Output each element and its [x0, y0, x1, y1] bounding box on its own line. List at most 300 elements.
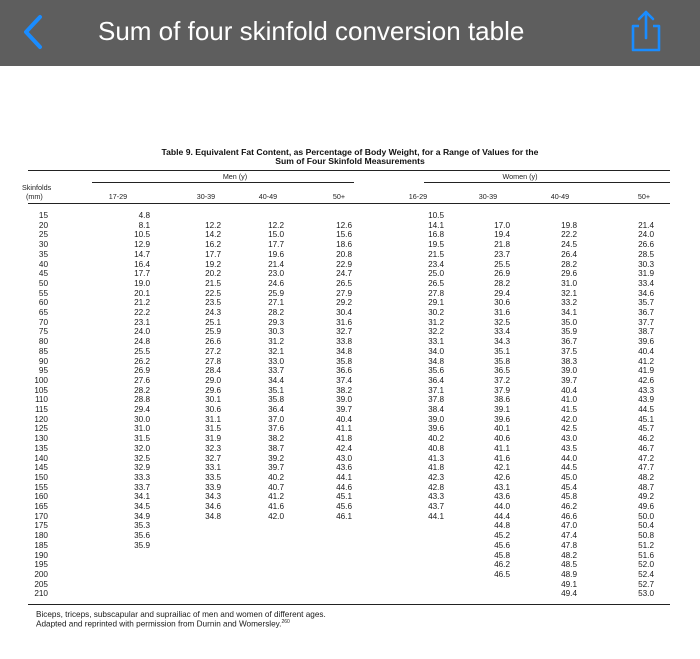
skinfold-value: 110: [34, 395, 48, 405]
fat-percentage-cell: 29.6: [561, 269, 577, 279]
fat-percentage-cell: 24.0: [134, 327, 150, 337]
skinfold-value: 185: [34, 540, 48, 550]
fat-percentage-cell: 25.0: [428, 269, 444, 279]
fat-percentage-cell: 43.0: [561, 434, 577, 444]
fat-percentage-cell: 28.5: [638, 249, 654, 259]
fat-percentage-cell: 22.5: [205, 288, 221, 298]
fat-percentage-cell: 30.2: [428, 308, 444, 317]
fat-percentage-cell: 44.1: [336, 472, 352, 482]
fat-percentage-cell: 40.2: [428, 434, 444, 444]
fat-percentage-cell: 20.8: [336, 249, 352, 259]
skinfold-value: 70: [38, 317, 48, 327]
fat-percentage-cell: 26.9: [134, 366, 150, 376]
fat-percentage-cell: 37.1: [428, 385, 444, 395]
fat-percentage-cell: 8.1: [138, 220, 150, 230]
fat-percentage-cell: 21.5: [428, 249, 444, 259]
skinfold-value: 190: [34, 550, 48, 560]
fat-percentage-cell: 29.0: [205, 375, 221, 385]
fat-percentage-cell: 41.6: [494, 453, 510, 463]
fat-percentage-cell: 41.8: [336, 434, 352, 444]
fat-percentage-cell: 30.6: [494, 298, 510, 308]
fat-percentage-cell: 25.9: [205, 327, 221, 337]
fat-percentage-cell: 46.1: [336, 511, 352, 521]
fat-percentage-cell: 45.6: [336, 502, 352, 511]
fat-percentage-cell: 33.9: [205, 482, 221, 492]
fat-percentage-cell: 44.1: [428, 511, 444, 521]
fat-percentage-cell: 20.1: [134, 288, 150, 298]
fat-percentage-cell: 26.5: [336, 278, 352, 288]
fat-percentage-cell: 34.8: [336, 346, 352, 356]
fat-percentage-cell: 30.3: [268, 327, 284, 337]
fat-percentage-cell: 31.0: [561, 278, 577, 288]
fat-percentage-cell: 32.2: [428, 327, 444, 337]
fat-percentage-cell: 34.0: [428, 346, 444, 356]
fat-percentage-cell: 46.6: [561, 511, 577, 521]
skinfold-value: 175: [34, 521, 48, 531]
fat-percentage-cell: 19.6: [268, 249, 284, 259]
fat-percentage-cell: 49.6: [638, 502, 654, 511]
fat-percentage-cell: 42.4: [336, 443, 352, 453]
table-subtitle: Sum of Four Skinfold Measurements: [275, 156, 425, 166]
skinfold-value: 120: [34, 414, 48, 424]
fat-percentage-cell: 37.6: [268, 424, 284, 434]
footnote-ref: 260: [281, 619, 290, 625]
fat-percentage-cell: 28.2: [561, 259, 577, 269]
skinfold-value: 150: [34, 472, 48, 482]
fat-percentage-cell: 14.7: [134, 249, 150, 259]
age-group-header: 30-39: [478, 192, 498, 201]
fat-percentage-cell: 38.7: [268, 443, 284, 453]
fat-percentage-cell: 41.0: [561, 395, 577, 405]
skinfold-value: 85: [38, 346, 48, 356]
fat-percentage-cell: 40.4: [336, 414, 352, 424]
fat-percentage-cell: 16.4: [134, 259, 150, 269]
fat-percentage-cell: 43.9: [638, 395, 654, 405]
fat-percentage-cell: 39.0: [336, 395, 352, 405]
share-icon: [626, 8, 666, 54]
skinfold-value: 20: [38, 220, 48, 230]
fat-percentage-cell: 33.4: [638, 278, 654, 288]
fat-percentage-cell: 43.0: [336, 453, 352, 463]
fat-percentage-cell: 32.0: [134, 443, 150, 453]
fat-percentage-cell: 47.2: [638, 453, 654, 463]
fat-percentage-cell: 39.2: [268, 453, 284, 463]
fat-percentage-cell: 49.4: [561, 589, 577, 599]
skinfold-value: 195: [34, 560, 48, 570]
skinfold-value: 90: [38, 356, 48, 366]
skinfold-value: 50: [38, 278, 48, 288]
age-group-header: 50+: [637, 192, 651, 201]
fat-percentage-cell: 50.4: [638, 521, 654, 531]
fat-percentage-cell: 37.8: [428, 395, 444, 405]
fat-percentage-cell: 31.0: [134, 424, 150, 434]
fat-percentage-cell: 47.0: [561, 521, 577, 531]
fat-percentage-cell: 31.2: [428, 317, 444, 327]
fat-percentage-cell: 32.5: [494, 317, 510, 327]
fat-percentage-cell: 17.0: [494, 220, 510, 230]
skinfold-value: 65: [38, 308, 48, 317]
fat-percentage-cell: 50.0: [638, 511, 654, 521]
fat-percentage-cell: 42.1: [494, 463, 510, 473]
fat-percentage-cell: 34.4: [268, 375, 284, 385]
fat-percentage-cell: 41.6: [268, 502, 284, 511]
fat-percentage-cell: 44.6: [336, 482, 352, 492]
fat-percentage-cell: 49.2: [638, 492, 654, 502]
fat-percentage-cell: 32.9: [134, 463, 150, 473]
fat-percentage-cell: 31.1: [205, 414, 221, 424]
fat-percentage-cell: 10.5: [428, 211, 444, 220]
fat-percentage-cell: 25.1: [205, 317, 221, 327]
fat-percentage-cell: 26.9: [494, 269, 510, 279]
fat-percentage-cell: 37.4: [336, 375, 352, 385]
top-rule: [28, 170, 670, 171]
age-group-header: 40-49: [550, 192, 570, 201]
age-group-header: 40-49: [258, 192, 278, 201]
fat-percentage-cell: 40.6: [494, 434, 510, 444]
fat-percentage-cell: 12.9: [134, 240, 150, 250]
fat-percentage-cell: 48.9: [561, 569, 577, 579]
fat-percentage-cell: 17.7: [268, 240, 284, 250]
fat-percentage-cell: 40.7: [268, 482, 284, 492]
fat-percentage-cell: 12.2: [205, 220, 221, 230]
fat-percentage-cell: 36.4: [428, 375, 444, 385]
fat-percentage-cell: 40.8: [428, 443, 444, 453]
fat-percentage-cell: 43.7: [428, 502, 444, 511]
fat-percentage-cell: 51.6: [638, 550, 654, 560]
fat-percentage-cell: 47.8: [561, 540, 577, 550]
fat-percentage-cell: 47.4: [561, 531, 577, 541]
fat-percentage-cell: 23.0: [268, 269, 284, 279]
fat-percentage-cell: 37.5: [561, 346, 577, 356]
fat-percentage-cell: 32.3: [205, 443, 221, 453]
fat-percentage-cell: 42.6: [638, 375, 654, 385]
fat-percentage-cell: 36.6: [336, 366, 352, 376]
fat-percentage-cell: 48.7: [638, 482, 654, 492]
fat-percentage-cell: 31.5: [134, 434, 150, 444]
fat-percentage-cell: 19.8: [561, 220, 577, 230]
fat-percentage-cell: 41.2: [638, 356, 654, 366]
women-group-rule: [424, 182, 670, 183]
fat-percentage-cell: 25.9: [268, 288, 284, 298]
bottom-rule: [28, 604, 670, 605]
fat-percentage-cell: 16.8: [428, 230, 444, 240]
skinfold-value: 160: [34, 492, 48, 502]
skinfold-value: 205: [34, 579, 48, 589]
fat-percentage-cell: 51.2: [638, 540, 654, 550]
fat-percentage-cell: 34.8: [428, 356, 444, 366]
fat-percentage-cell: 29.4: [134, 405, 150, 414]
fat-percentage-cell: 41.2: [268, 492, 284, 502]
skinfold-value: 140: [34, 453, 48, 463]
fat-percentage-cell: 23.4: [428, 259, 444, 269]
fat-percentage-cell: 46.2: [561, 502, 577, 511]
fat-percentage-cell: 40.4: [638, 346, 654, 356]
navigation-bar: [0, 0, 700, 66]
skinfold-value: 105: [34, 385, 48, 395]
fat-percentage-cell: 42.0: [268, 511, 284, 521]
fat-percentage-cell: 38.2: [268, 434, 284, 444]
fat-percentage-cell: 50.8: [638, 531, 654, 541]
fat-percentage-cell: 33.4: [494, 327, 510, 337]
fat-percentage-cell: 36.7: [638, 308, 654, 317]
share-button[interactable]: [626, 8, 666, 54]
fat-percentage-cell: 36.5: [494, 366, 510, 376]
fat-percentage-cell: 28.2: [494, 278, 510, 288]
fat-percentage-cell: 27.6: [134, 375, 150, 385]
header-rule: [28, 203, 670, 204]
footnote-line-2: [36, 619, 290, 629]
fat-percentage-cell: 38.6: [494, 395, 510, 405]
skinfold-value: 210: [34, 589, 48, 599]
fat-percentage-cell: 41.1: [494, 443, 510, 453]
fat-percentage-cell: 31.2: [268, 337, 284, 347]
fat-percentage-cell: 43.6: [494, 492, 510, 502]
fat-percentage-cell: 12.6: [336, 220, 352, 230]
fat-percentage-cell: 28.4: [205, 366, 221, 376]
fat-percentage-cell: 45.8: [494, 550, 510, 560]
fat-percentage-cell: 30.6: [205, 405, 221, 414]
fat-percentage-cell: 39.7: [268, 463, 284, 473]
fat-percentage-cell: 33.1: [428, 337, 444, 347]
fat-percentage-cell: 40.1: [494, 424, 510, 434]
fat-percentage-cell: 38.2: [336, 385, 352, 395]
skinfold-value: 75: [38, 327, 48, 337]
fat-percentage-cell: 21.2: [134, 298, 150, 308]
fat-percentage-cell: 45.4: [561, 482, 577, 492]
fat-percentage-cell: 52.0: [638, 560, 654, 570]
fat-percentage-cell: 19.2: [205, 259, 221, 269]
skinfold-value: 200: [34, 569, 48, 579]
fat-percentage-cell: 38.7: [638, 327, 654, 337]
fat-percentage-cell: 25.5: [494, 259, 510, 269]
fat-percentage-cell: 17.7: [205, 249, 221, 259]
fat-percentage-cell: 37.0: [268, 414, 284, 424]
skinfold-value: 35: [38, 249, 48, 259]
fat-percentage-cell: 42.5: [561, 424, 577, 434]
fat-percentage-cell: 39.7: [336, 405, 352, 414]
skinfold-value: 130: [34, 434, 48, 444]
fat-percentage-cell: 21.5: [205, 278, 221, 288]
skinfold-value: 45: [38, 269, 48, 279]
fat-percentage-cell: 27.8: [205, 356, 221, 366]
mm-header: (mm): [26, 192, 43, 201]
fat-percentage-cell: 27.8: [428, 288, 444, 298]
fat-percentage-cell: 31.9: [638, 269, 654, 279]
skinfold-value: 145: [34, 463, 48, 473]
fat-percentage-cell: 44.5: [638, 405, 654, 414]
skinfold-value: 100: [34, 375, 48, 385]
fat-percentage-cell: 46.5: [494, 569, 510, 579]
table-title: Table 9. Equivalent Fat Content, as Percentage of Body Weight, for a Range of Values for the: [161, 147, 539, 157]
skinfold-value: 95: [38, 366, 48, 376]
fat-percentage-cell: 39.6: [428, 424, 444, 434]
fat-percentage-cell: 28.8: [134, 395, 150, 405]
fat-percentage-cell: 26.2: [134, 356, 150, 366]
footnote-line-1: Biceps, triceps, subscapular and suprailiac of men and women of different ages.: [36, 610, 326, 619]
fat-percentage-cell: 22.2: [134, 308, 150, 317]
fat-percentage-cell: 24.5: [561, 240, 577, 250]
age-group-header: 30-39: [196, 192, 216, 201]
fat-percentage-cell: 43.5: [561, 443, 577, 453]
fat-percentage-cell: 35.1: [494, 346, 510, 356]
skinfold-value: 25: [38, 230, 48, 240]
fat-percentage-cell: 33.2: [561, 298, 577, 308]
fat-percentage-cell: 45.2: [494, 531, 510, 541]
fat-percentage-cell: 33.0: [268, 356, 284, 366]
skinfolds-header: Skinfolds: [22, 183, 52, 192]
fat-percentage-cell: 35.6: [428, 366, 444, 376]
fat-percentage-cell: 25.5: [134, 346, 150, 356]
fat-percentage-cell: 43.3: [428, 492, 444, 502]
fat-percentage-cell: 30.4: [336, 308, 352, 317]
fat-percentage-cell: 26.6: [638, 240, 654, 250]
fat-percentage-cell: 24.3: [205, 308, 221, 317]
back-button[interactable]: [18, 12, 52, 52]
fat-percentage-cell: 41.9: [638, 366, 654, 376]
skinfold-value: 135: [34, 443, 48, 453]
skinfold-value: 15: [38, 211, 48, 220]
fat-percentage-cell: 42.0: [561, 414, 577, 424]
fat-percentage-cell: 39.1: [494, 405, 510, 414]
fat-percentage-cell: 17.7: [134, 269, 150, 279]
fat-percentage-cell: 48.2: [561, 550, 577, 560]
footnote-text: Adapted and reprinted with permission from Durnin and Womersley.: [36, 619, 282, 629]
fat-percentage-cell: 34.6: [638, 288, 654, 298]
fat-percentage-cell: 40.2: [268, 472, 284, 482]
fat-percentage-cell: 35.3: [134, 521, 150, 531]
fat-percentage-cell: 32.1: [268, 346, 284, 356]
fat-percentage-cell: 39.0: [561, 366, 577, 376]
fat-percentage-cell: 41.1: [336, 424, 352, 434]
fat-percentage-cell: 14.2: [205, 230, 221, 240]
fat-percentage-cell: 46.7: [638, 443, 654, 453]
fat-percentage-cell: 35.0: [561, 317, 577, 327]
fat-percentage-cell: 22.9: [336, 259, 352, 269]
fat-percentage-cell: 48.2: [638, 472, 654, 482]
fat-percentage-cell: 23.1: [134, 317, 150, 327]
fat-percentage-cell: 19.5: [428, 240, 444, 250]
fat-percentage-cell: 43.6: [336, 463, 352, 473]
fat-percentage-cell: 26.4: [561, 249, 577, 259]
fat-percentage-cell: 34.3: [494, 337, 510, 347]
fat-percentage-cell: 19.4: [494, 230, 510, 240]
fat-percentage-cell: 24.6: [268, 278, 284, 288]
fat-percentage-cell: 34.1: [134, 492, 150, 502]
fat-percentage-cell: 34.8: [205, 511, 221, 521]
fat-percentage-cell: 35.8: [494, 356, 510, 366]
fat-percentage-cell: 34.1: [561, 308, 577, 317]
women-header: Women (y): [502, 172, 538, 181]
skinfold-value: 180: [34, 531, 48, 541]
fat-percentage-cell: 42.3: [428, 472, 444, 482]
chevron-left-icon: [18, 12, 52, 52]
fat-percentage-cell: 20.2: [205, 269, 221, 279]
fat-percentage-cell: 45.0: [561, 472, 577, 482]
fat-percentage-cell: 30.3: [638, 259, 654, 269]
fat-percentage-cell: 42.8: [428, 482, 444, 492]
fat-percentage-cell: 52.4: [638, 569, 654, 579]
fat-percentage-cell: 44.0: [561, 453, 577, 463]
fat-percentage-cell: 39.6: [638, 337, 654, 347]
skinfold-value: 30: [38, 240, 48, 250]
skinfold-value: 125: [34, 424, 48, 434]
fat-percentage-cell: 35.6: [134, 531, 150, 541]
fat-percentage-cell: 4.8: [138, 211, 150, 220]
fat-percentage-cell: 32.7: [336, 327, 352, 337]
fat-percentage-cell: 33.1: [205, 463, 221, 473]
fat-percentage-cell: 44.5: [561, 463, 577, 473]
fat-percentage-cell: 14.1: [428, 220, 444, 230]
page-title: Sum of four skinfold conversion table: [98, 16, 525, 46]
fat-percentage-cell: 34.6: [205, 502, 221, 511]
fat-percentage-cell: 35.8: [268, 395, 284, 405]
fat-percentage-cell: 16.2: [205, 240, 221, 250]
fat-percentage-cell: 21.4: [268, 259, 284, 269]
fat-percentage-cell: 46.2: [638, 434, 654, 444]
fat-percentage-cell: 31.6: [336, 317, 352, 327]
fat-percentage-cell: 39.7: [561, 375, 577, 385]
fat-percentage-cell: 33.3: [134, 472, 150, 482]
fat-percentage-cell: 33.7: [268, 366, 284, 376]
fat-percentage-cell: 33.5: [205, 472, 221, 482]
skinfold-value: 80: [38, 337, 48, 347]
fat-percentage-cell: 45.7: [638, 424, 654, 434]
fat-percentage-cell: 32.1: [561, 288, 577, 298]
fat-percentage-cell: 24.0: [638, 230, 654, 240]
men-header: Men (y): [222, 172, 248, 181]
fat-percentage-cell: 43.1: [494, 482, 510, 492]
fat-percentage-cell: 37.7: [638, 317, 654, 327]
fat-percentage-cell: 39.6: [494, 414, 510, 424]
fat-percentage-cell: 30.0: [134, 414, 150, 424]
skinfold-value: 55: [38, 288, 48, 298]
fat-percentage-cell: 29.6: [205, 385, 221, 395]
fat-percentage-cell: 34.9: [134, 511, 150, 521]
age-group-header: 50+: [332, 192, 346, 201]
fat-percentage-cell: 44.0: [494, 502, 510, 511]
fat-percentage-cell: 31.6: [494, 308, 510, 317]
fat-percentage-cell: 33.8: [336, 337, 352, 347]
fat-percentage-cell: 31.5: [205, 424, 221, 434]
fat-percentage-cell: 41.8: [428, 463, 444, 473]
fat-percentage-cell: 34.3: [205, 492, 221, 502]
fat-percentage-cell: 24.7: [336, 269, 352, 279]
fat-percentage-cell: 27.9: [336, 288, 352, 298]
fat-percentage-cell: 45.8: [561, 492, 577, 502]
fat-percentage-cell: 35.9: [561, 327, 577, 337]
fat-percentage-cell: 35.7: [638, 298, 654, 308]
fat-percentage-cell: 24.8: [134, 337, 150, 347]
fat-percentage-cell: 48.5: [561, 560, 577, 570]
fat-percentage-cell: 32.7: [205, 453, 221, 463]
fat-percentage-cell: 38.4: [428, 405, 444, 414]
fat-percentage-cell: 43.3: [638, 385, 654, 395]
fat-percentage-cell: 46.2: [494, 560, 510, 570]
fat-percentage-cell: 38.3: [561, 356, 577, 366]
fat-percentage-cell: 40.4: [561, 385, 577, 395]
fat-percentage-cell: 42.6: [494, 472, 510, 482]
skinfold-value: 165: [34, 502, 48, 511]
fat-percentage-cell: 52.7: [638, 579, 654, 589]
fat-percentage-cell: 26.5: [428, 278, 444, 288]
fat-percentage-cell: 21.4: [638, 220, 654, 230]
skinfold-value: 155: [34, 482, 48, 492]
fat-percentage-cell: 37.9: [494, 385, 510, 395]
fat-percentage-cell: 35.1: [268, 385, 284, 395]
fat-percentage-cell: 15.0: [268, 230, 284, 240]
fat-percentage-cell: 34.5: [134, 502, 150, 511]
fat-percentage-cell: 36.4: [268, 405, 284, 414]
